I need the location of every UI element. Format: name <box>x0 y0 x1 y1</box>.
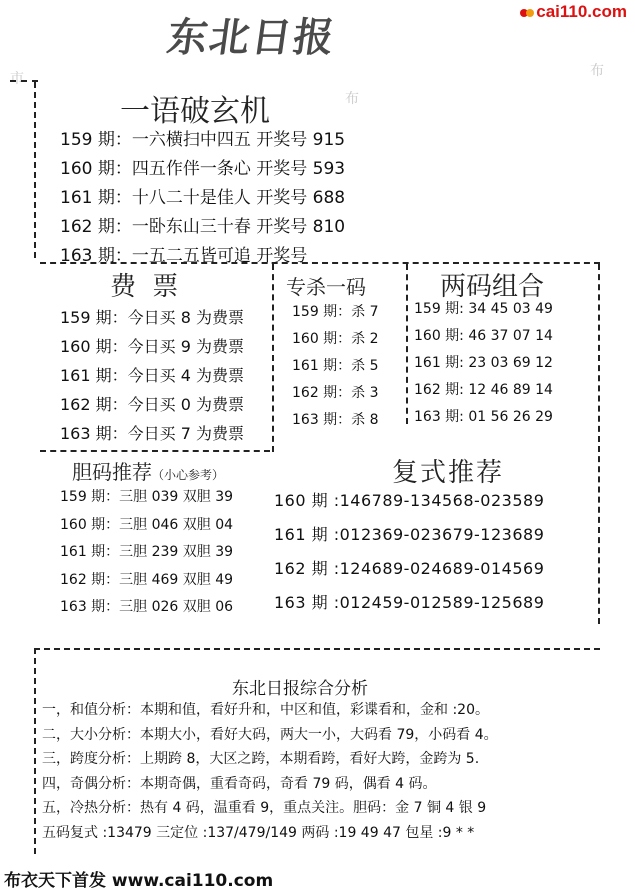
liangma-title: 两码组合 <box>440 272 545 302</box>
fushi-row: 161 期 :012369-023679-123689 <box>274 525 545 544</box>
frame-left-upper <box>34 82 36 258</box>
liangma-row: 161 期: 23 03 69 12 <box>414 355 553 371</box>
liangma-row: 163 期: 01 56 26 29 <box>414 409 553 425</box>
zhuansha-row: 161 期：杀 5 <box>292 358 379 374</box>
frame-left-lower <box>34 648 36 854</box>
middle-divider <box>40 450 270 452</box>
feipiao-row: 163 期：今日买 7 为费票 <box>60 424 244 443</box>
watermark-mark: 布 <box>590 63 604 79</box>
yiyu-title: 一语破玄机 <box>120 94 270 129</box>
fushi-row: 162 期 :124689-024689-014569 <box>274 559 545 578</box>
analysis-row: 四，奇偶分析：本期奇偶，重看奇码，奇看 79 码，偶看 4 码。 <box>42 775 437 792</box>
liangma-list <box>414 296 553 431</box>
zhuansha-row: 160 期：杀 2 <box>292 331 379 347</box>
masthead-title: 东北日报 <box>164 14 339 61</box>
danma-list <box>60 484 233 622</box>
yiyu-row: 159 期：一六横扫中四五 开奖号 915 <box>60 130 346 150</box>
feipiao-title: 费 票 <box>110 272 183 302</box>
fushi-list <box>274 484 544 620</box>
watermark-mark: 市 <box>10 71 24 87</box>
analysis-list <box>42 698 498 846</box>
analysis-row: 一，和值分析：本期和值，看好升和，中区和值，彩谍看和，金和 :20。 <box>42 702 489 718</box>
danma-row: 160 期：三胆 046 双胆 04 <box>60 516 234 533</box>
zhuansha-row: 162 期：杀 3 <box>292 385 379 401</box>
zhuansha-title: 专杀一码 <box>286 275 366 299</box>
liangma-row: 159 期: 34 45 03 49 <box>414 301 553 317</box>
danma-row: 161 期：三胆 239 双胆 39 <box>60 544 234 560</box>
fushi-title: 复式推荐 <box>392 458 505 488</box>
analysis-divider <box>34 648 600 650</box>
yiyu-row: 163 期：一五二五皆可追 开奖号 <box>60 246 308 266</box>
danma-row: 159 期：三胆 039 双胆 39 <box>60 489 234 505</box>
analysis-row: 二，大小分析：本期大小，看好大码，两大一小，大码看 79，小码看 4。 <box>42 726 498 743</box>
yiyu-row: 161 期：十八二十是佳人 开奖号 688 <box>60 188 346 208</box>
cai110-logo-icon <box>519 6 535 20</box>
watermark-mark: 布 <box>345 91 359 107</box>
danma-title-text: 胆码推荐 <box>72 460 152 484</box>
feipiao-row: 162 期：今日买 0 为费票 <box>60 395 244 414</box>
analysis-row: 五，冷热分析：热有 4 码，温重看 9，重点关注。胆码：金 7 铜 4 银 9 <box>42 800 487 817</box>
fushi-row: 163 期 :012459-012589-125689 <box>274 593 545 612</box>
danma-row: 163 期：三胆 026 双胆 06 <box>60 599 234 615</box>
footer-credit[interactable]: 布衣天下首发 www.cai110.com <box>4 871 274 891</box>
yiyu-row: 162 期：一卧东山三十春 开奖号 810 <box>60 217 346 237</box>
col-divider-1 <box>272 264 274 452</box>
yiyu-list <box>60 126 345 271</box>
analysis-row: 五码复式 :13479 三定位 :137/479/149 两码 :19 49 47 包星 :9 * * <box>42 824 475 841</box>
danma-note: （小心参考） <box>152 468 225 482</box>
feipiao-list <box>60 303 244 448</box>
analysis-title: 东北日报综合分析 <box>232 679 368 699</box>
feipiao-row: 160 期：今日买 9 为费票 <box>60 337 244 356</box>
danma-title <box>72 456 224 485</box>
zhuansha-list <box>292 299 379 434</box>
frame-right <box>598 264 600 624</box>
feipiao-row: 159 期：今日买 8 为费票 <box>60 308 244 327</box>
zhuansha-row: 159 期：杀 7 <box>292 304 379 320</box>
analysis-row: 三，跨度分析：上期跨 8，大区之跨，本期看跨，看好大跨，金跨为 5. <box>42 751 480 768</box>
fushi-row: 160 期 :146789-134568-023589 <box>274 491 545 510</box>
danma-row: 162 期：三胆 469 双胆 49 <box>60 571 234 588</box>
liangma-row: 162 期: 12 46 89 14 <box>414 382 553 398</box>
yiyu-row: 160 期：四五作伴一条心 开奖号 593 <box>60 159 346 179</box>
liangma-row: 160 期: 46 37 07 14 <box>414 328 553 344</box>
feipiao-row: 161 期：今日买 4 为费票 <box>60 366 244 385</box>
site-brand[interactable]: cai110.com <box>536 2 627 21</box>
col-divider-2 <box>406 264 408 424</box>
zhuansha-row: 163 期：杀 8 <box>292 412 379 428</box>
